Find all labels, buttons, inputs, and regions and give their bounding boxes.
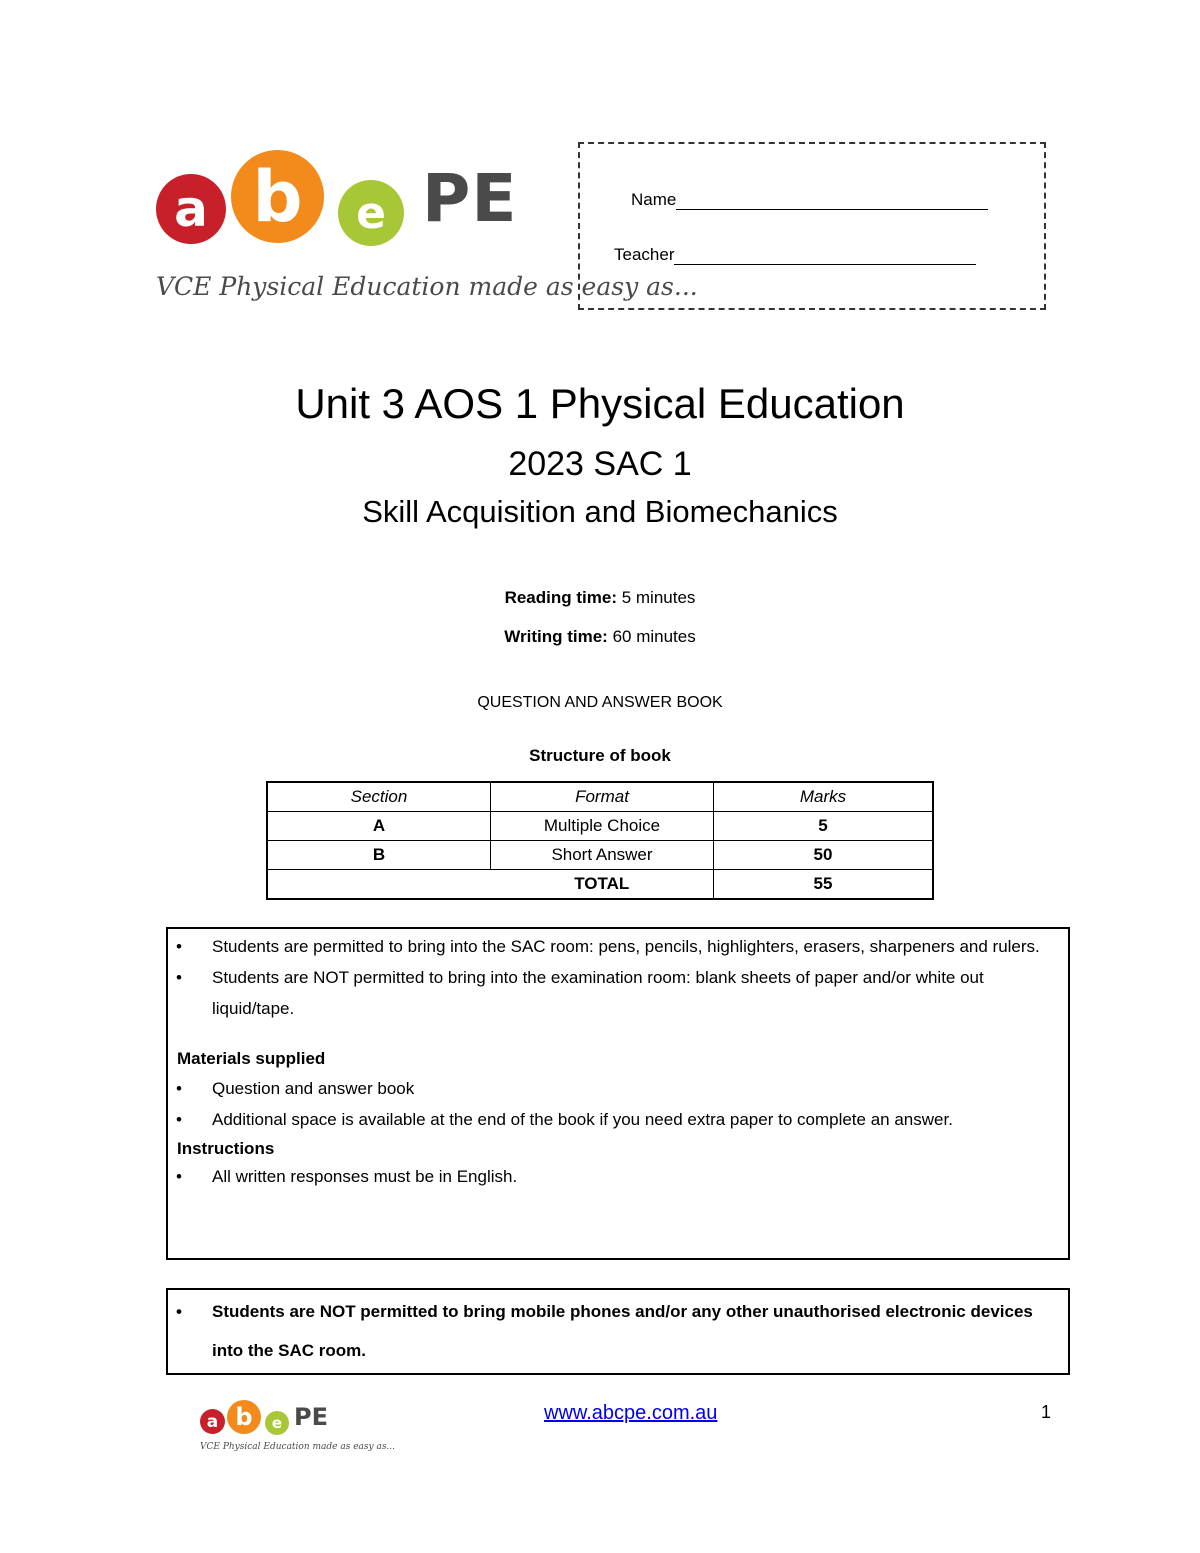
reading-time [0, 588, 1200, 608]
section-cell [267, 870, 491, 900]
format-cell: Multiple Choice [491, 812, 714, 841]
reading-time-label: Reading time: [504, 588, 617, 607]
logo-letter-e: e [338, 180, 404, 246]
footer-logo-tagline: VCE Physical Education made as easy as... [200, 1442, 396, 1452]
column-header-format: Format [491, 782, 714, 812]
phones-rule: • Students are NOT permitted to bring mobile phones and/or any other unauthorised electronic devices into the SAC room. [212, 1292, 1068, 1370]
name-row [631, 190, 988, 210]
phones-box [166, 1288, 1070, 1375]
footer-logo-pe: PE [294, 1403, 328, 1431]
format-cell: Short Answer [491, 841, 714, 870]
logo-letter-a: a [156, 174, 226, 244]
name-field[interactable] [676, 208, 988, 210]
page-number: 1 [1041, 1402, 1052, 1422]
instructions-list [168, 1163, 1068, 1191]
writing-time-label: Writing time: [504, 627, 608, 646]
footer-logo-letter-a: a [200, 1409, 225, 1434]
marks-cell: 50 [714, 841, 934, 870]
website-link[interactable]: www.abcpe.com.au [544, 1402, 718, 1424]
section-cell: B [267, 841, 491, 870]
table-row [267, 841, 933, 870]
rule-permitted: • Students are permitted to bring into the SAC room: pens, pencils, highlighters, erasers, sharpeners and rulers. [212, 931, 1068, 962]
book-type: QUESTION AND ANSWER BOOK [477, 694, 723, 711]
logo-letter-b: b [231, 150, 324, 243]
teacher-label: Teacher [614, 245, 675, 264]
table-row-total [267, 870, 933, 900]
instructions-heading: Instructions [177, 1139, 275, 1158]
materials-heading: Materials supplied [177, 1049, 326, 1068]
logo-tagline: VCE Physical Education made as easy as... [156, 272, 698, 301]
column-header-section: Section [267, 782, 491, 812]
structure-heading: Structure of book [529, 746, 671, 765]
page-topic: Skill Acquisition and Biomechanics [362, 494, 838, 529]
phones-list [168, 1292, 1068, 1370]
column-header-marks: Marks [714, 782, 934, 812]
table-row [267, 812, 933, 841]
materials-list [168, 1073, 1068, 1135]
material-item: • Question and answer book [212, 1073, 1068, 1104]
rules-box [166, 927, 1070, 1260]
section-cell: A [267, 812, 491, 841]
logo-pe: PE [422, 160, 518, 237]
name-label: Name [631, 190, 677, 209]
total-marks-cell: 55 [714, 870, 934, 900]
footer-logo-letter-e: e [265, 1411, 289, 1435]
instruction-item: • All written responses must be in English. [212, 1163, 1068, 1191]
footer-logo [198, 1400, 396, 1460]
total-label-cell: TOTAL [491, 870, 714, 900]
rules-list [168, 931, 1068, 1024]
teacher-field[interactable] [674, 263, 976, 265]
teacher-row [614, 245, 976, 265]
marks-cell: 5 [714, 812, 934, 841]
footer-logo-letter-b: b [227, 1400, 261, 1434]
page-subtitle: 2023 SAC 1 [508, 445, 692, 483]
rule-not-permitted: • Students are NOT permitted to bring into the examination room: blank sheets of paper and/or white out liquid/tape. [212, 962, 1068, 1024]
writing-time [0, 627, 1200, 647]
structure-table [266, 781, 934, 900]
table-header-row [267, 782, 933, 812]
writing-time-value: 60 minutes [607, 627, 696, 646]
material-item: • Additional space is available at the end of the book if you need extra paper to complete an answer. [212, 1104, 1068, 1135]
page-title: Unit 3 AOS 1 Physical Education [295, 380, 905, 427]
reading-time-value: 5 minutes [616, 588, 696, 607]
student-details-box [578, 142, 1046, 310]
